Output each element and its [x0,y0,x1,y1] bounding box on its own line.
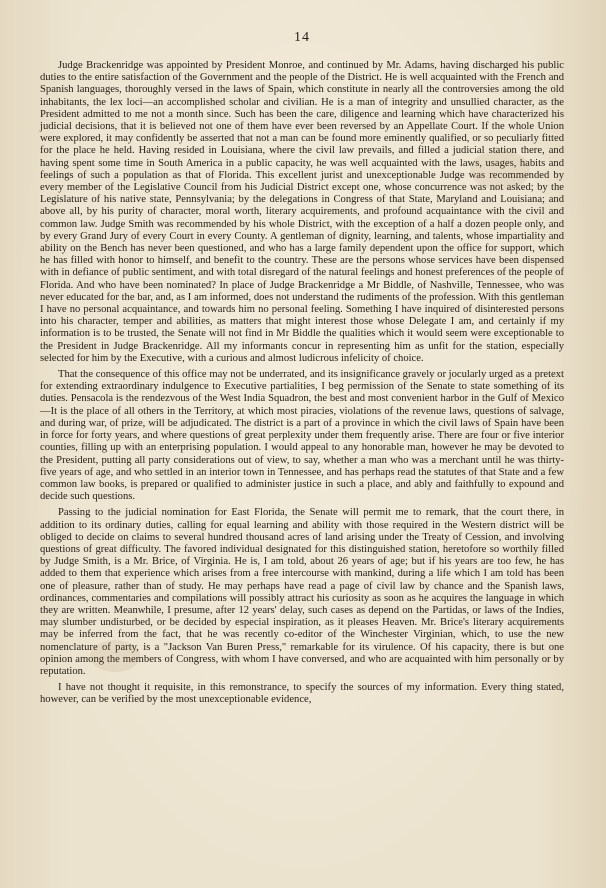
body-text [40,60,564,707]
paragraph: Passing to the judicial nomination for East Florida, the Senate will permit me to remark, that the court there, in addition to its ordinary duties, calling for equal learning and ability with those required in the Western district will be obliged to decide on claims to several hundred thousand acres of land arising under the Treaty of Cession, and involving questions of great difficulty. The favored individual designated for this distinguished station, heretofore so worthily filled by Judge Smith, is a Mr. Brice, of Virginia. He is, I am told, about 26 years of age; but if his years are too few, he has added to them that experience which arises from a free intercourse with mankind, during a life which I am told has been one of pleasure, rather than of study. He may perhaps have read a page of civil law by chance and the Spanish laws, ordinances, commentaries and compilations will possibly attract his curiosity as soon as he acquires the language in which they are written. Meanwhile, I presume, after 12 years' delay, such cases as depend on the Partidas, or laws of the Indies, may slumber undisturbed, or be decided by especial inspiration, as it pleases Heaven. Mr. Brice's literary acquirements may be inferred from the fact, that he was recently co-editor of the Winchester Virginian, which, to use the new nomenclature of party, is a "Jackson Van Buren Press," remarkable for its virulence. Of his capacity, there is but one opinion among the members of Congress, with whom I have conversed, and who are acquainted with him personally or by reputation. [40,507,564,677]
paragraph: Judge Brackenridge was appointed by President Monroe, and continued by Mr. Adams, having discharged his public duties to the entire satisfaction of the Government and the people of the District. He is well acquainted with the French and Spanish languages, thoroughly versed in the laws of Spain, which constitute in nearly all the controversies among the old inhabitants, the lex loci—an accomplished scholar and civilian. He is a man of integrity and unsullied character, as the President admitted to me not a month since. Such has been the care, diligence and learning which have characterized his judicial decisions, that it is believed not one of them have ever been reversed by an Appellate Court. If the whole Union were explored, it may confidently be asserted that not a man can be found more eminently qualified, or so peculiarly fitted for the place he held. Having resided in Louisiana, where the civil law prevails, and filled a judicial station there, and having spent some time in South America in a public capacity, he was well acquainted with the laws, usages, habits and feelings of such a population as that of Florida. This excellent jurist and unexceptionable Judge was recommended by every member of the Legislative Council from his Judicial District except one, whose concurrence was not asked; by the Legislature of his native state, Pennsylvania; by the delegations in Congress of that State, Maryland and Louisiana; and above all, by his purity of character, moral worth, literary acquirements, and profound acquaintance with the civil and common law. Judge Smith was recommended by his whole District, with the exception of a half a dozen people only, and by every Grand Jury of every Court in every County. A gentleman of dignity, learning, and talents, whose impartiality and ability on the Bench has never been questioned, and who has a large family dependent upon the office for support, which he has filled with honor to himself, and benefit to the country. These are the persons whose services have been dispensed with in defiance of public sentiment, and with total disregard of the natural feelings and honest preferences of the people of Florida. And who have been nominated? In place of Judge Brackenridge a Mr Biddle, of Nashville, Tennessee, who was never educated for the bar, and, as I am informed, does not understand the rudiments of the profession. With this gentleman I have no personal acquaintance, and towards him no personal feeling. Something I have inquired of disinterested persons into his character, temper and abilities, as matters that might interest those whose Delegate I am, and certainly if my information is to be trusted, the Senate will not find in Mr Biddle the qualities which it would seem were exceptionable to the President in Judge Brackenridge. All my informants concur in representing him as unfit for the station, especially selected for him by the Executive, with a curious and almost ludicrous infelicity of choice. [40,60,564,364]
paragraph: That the consequence of this office may not be underrated, and its insignificance gravely or jocularly urged as a pretext for extending extraordinary indulgence to Executive partialities, I beg permission of the Senate to state something of its duties. Pensacola is the rendezvous of the West India Squadron, the best and most convenient harbor in the Gulf of Mexico—It is the place of all others in the Territory, at which most piracies, violations of the revenue laws, questions of salvage, and during war, of prize, will be adjudicated. The district is a part of a province in which the civil laws of Spain have been in force for forty years, and where questions of great perplexity under them frequently arise. There are four or five interior counties, filling up with an enterprising population. I would appeal to any honorable man, however he may be devoted to the President, putting all party considerations out of view, to say, whether a man who was a merchant until he was thirty-five years of age, and who settled in an interior town in Tennessee, and has perhaps read the statutes of that State and a few common law books, is prepared or qualified to administer justice in such a place, and ably and faithfully to expound and decide such questions. [40,369,564,503]
paragraph: I have not thought it requisite, in this remonstrance, to specify the sources of my information. Every thing stated, however, can be verified by the most unexceptionable evidence, [40,682,564,706]
page-number: 14 [294,30,310,45]
